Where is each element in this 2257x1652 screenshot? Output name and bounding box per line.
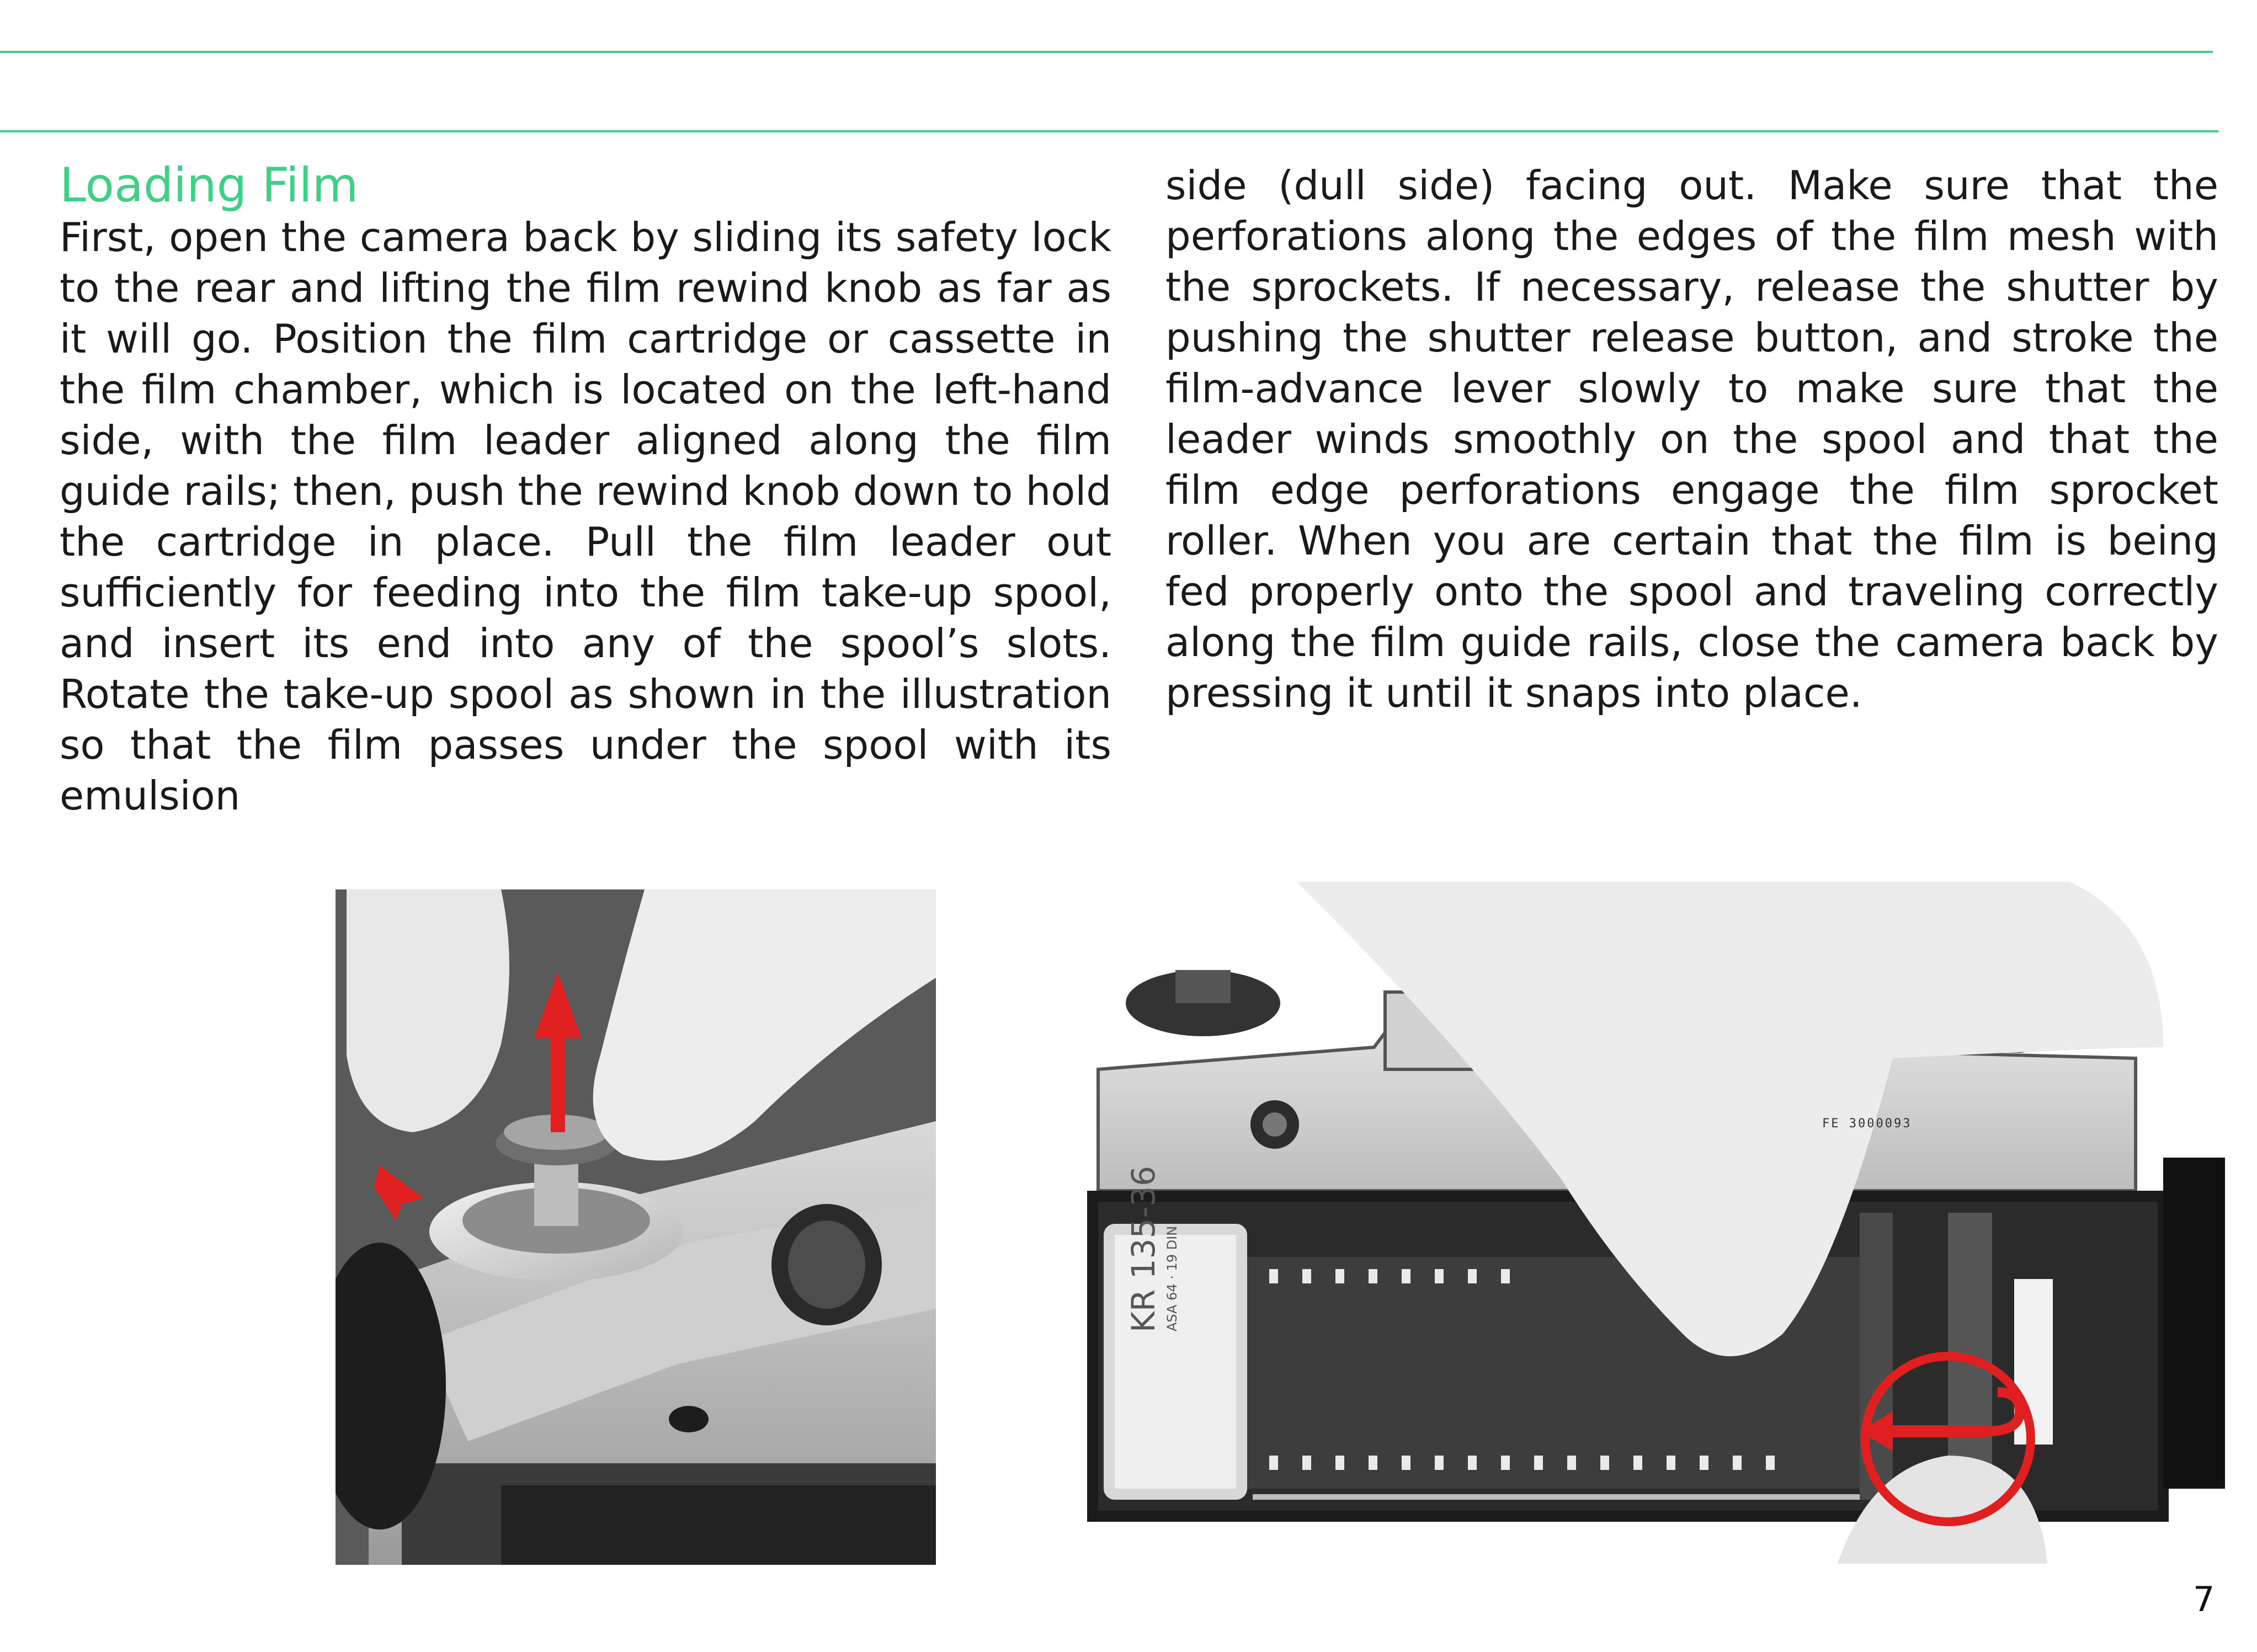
film-speed-label: ASA 64 · 19 DIN (1164, 1225, 1180, 1331)
rewind-knob-illustration (336, 889, 936, 1565)
right-text-column (1165, 160, 2218, 718)
photo-rewind-knob (336, 889, 936, 1565)
section-heading: Loading Film (60, 158, 359, 213)
film-threading-illustration (1065, 882, 2225, 1564)
film-code-label: KR 135-36 (1125, 1165, 1162, 1333)
photo-film-threading (1065, 882, 2225, 1564)
left-text-column (60, 160, 1111, 821)
top-rule (0, 51, 2213, 53)
film-cartridge-label (1103, 1165, 1235, 1465)
page-number: 7 (2193, 1579, 2215, 1619)
camera-serial-number: FE 3000093 (1822, 1117, 1912, 1131)
body-paragraph-left: First, open the camera back by sliding its safety lock to the rear and lifting the film rewind knob as far as it will go. Position the film cartridge or cassette in the film chamber, which is located on the left-hand side, with the film leader aligned along the film guide rails; then, push the rewind knob down to hold the cartridge in place. Pull the film leader out sufficiently for feeding into the film take-up spool, and insert its end into any of the spool’s slots. Rotate the take-up spool as shown in the illustration so that the film passes under the spool with its emulsion (60, 214, 1111, 819)
header-rule (0, 130, 2218, 132)
body-paragraph-right: side (dull side) facing out. Make sure that the perforations along the edges of the film mesh with the sprockets. If necessary, release the shutter by pushing the shutter release button, and stroke the film-advance lever slowly to make sure that the leader winds smoothly on the spool and that the film edge perforations engage the film sprocket roller. When you are certain that the film is being fed properly onto the spool and traveling correctly along the film guide rails, close the camera back by pressing it until it snaps into place. (1165, 162, 2218, 716)
